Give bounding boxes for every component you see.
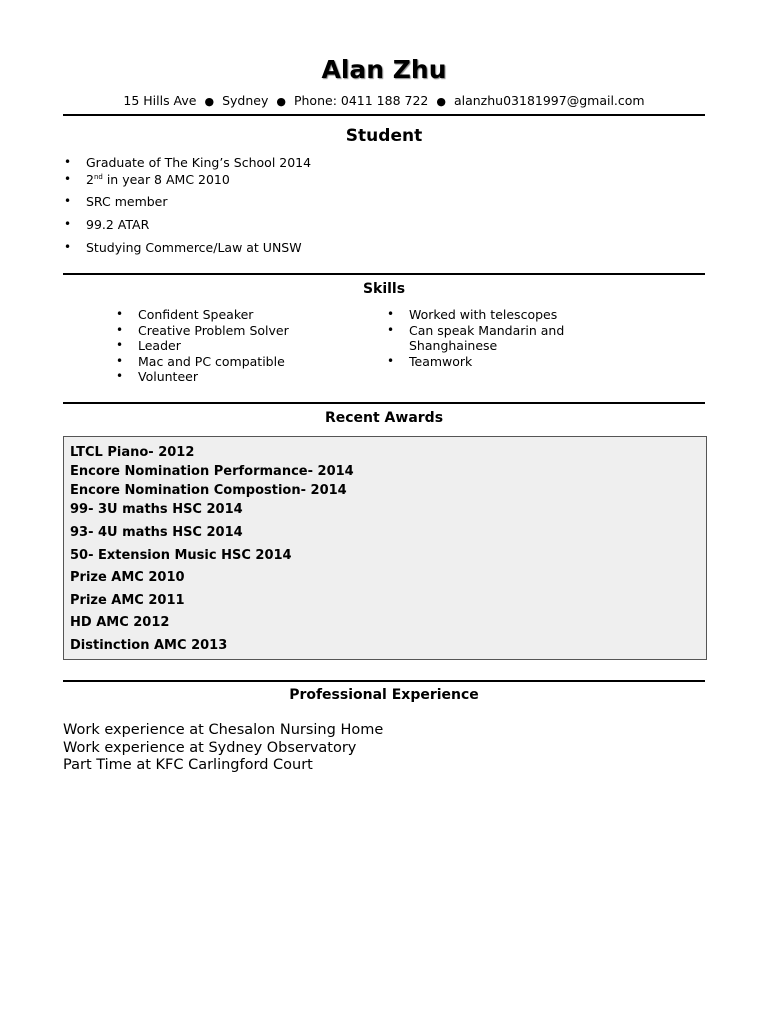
award-item: Encore Nomination Performance- 2014 [70, 464, 354, 479]
list-item: • Confident Speaker [138, 307, 289, 323]
list-item: • Worked with telescopes [409, 307, 564, 323]
list-item: • Graduate of The King’s School 2014 [86, 155, 311, 172]
experience-item: Part Time at KFC Carlingford Court [63, 757, 313, 773]
section-divider [63, 680, 705, 682]
experience-item: Work experience at Sydney Observatory [63, 740, 357, 756]
list-item: • SRC member [86, 194, 311, 217]
contact-city: Sydney [222, 93, 269, 108]
contact-line [0, 93, 768, 108]
contact-phone: Phone: 0411 188 722 [293, 93, 429, 108]
contact-address: 15 Hills Ave [123, 93, 197, 108]
award-item: Prize AMC 2011 [70, 593, 185, 608]
list-item: • Leader [138, 338, 289, 354]
list-item: • 2nd in year 8 AMC 2010 [86, 172, 311, 194]
award-item: Prize AMC 2010 [70, 570, 185, 585]
award-item: 93- 4U maths HSC 2014 [70, 525, 243, 540]
award-item: Distinction AMC 2013 [70, 638, 228, 653]
section-divider [63, 273, 705, 275]
award-item: LTCL Piano- 2012 [70, 445, 195, 460]
separator-dot: ● [276, 95, 286, 108]
student-list [86, 155, 311, 257]
resume-name: Alan Zhu [321, 55, 447, 84]
awards-box [63, 436, 707, 660]
experience-item: Work experience at Chesalon Nursing Home [63, 722, 384, 738]
list-item: • 99.2 ATAR [86, 217, 311, 240]
skills-list-right [409, 307, 564, 369]
student-section-title: Student [345, 126, 423, 146]
award-item: 99- 3U maths HSC 2014 [70, 502, 243, 517]
award-item: HD AMC 2012 [70, 615, 170, 630]
awards-section-title: Recent Awards [324, 410, 444, 426]
contact-email: alanzhu03181997@gmail.com [453, 93, 645, 108]
list-item: • Volunteer [138, 369, 289, 385]
separator-dot: ● [204, 95, 215, 108]
list-item: • Can speak Mandarin and Shanghainese [409, 323, 564, 339]
list-item: • Teamwork [409, 354, 564, 370]
separator-dot: ● [436, 95, 446, 108]
list-item: • Studying Commerce/Law at UNSW [86, 240, 311, 257]
award-item: 50- Extension Music HSC 2014 [70, 548, 292, 563]
skills-section-title: Skills [362, 281, 406, 297]
list-item: • Creative Problem Solver [138, 323, 289, 339]
experience-section-title: Professional Experience [289, 687, 479, 703]
skills-list-left [138, 307, 289, 385]
award-item: Encore Nomination Compostion- 2014 [70, 483, 347, 498]
section-divider [63, 402, 705, 404]
section-divider [63, 114, 705, 116]
list-item: • Mac and PC compatible [138, 354, 289, 370]
